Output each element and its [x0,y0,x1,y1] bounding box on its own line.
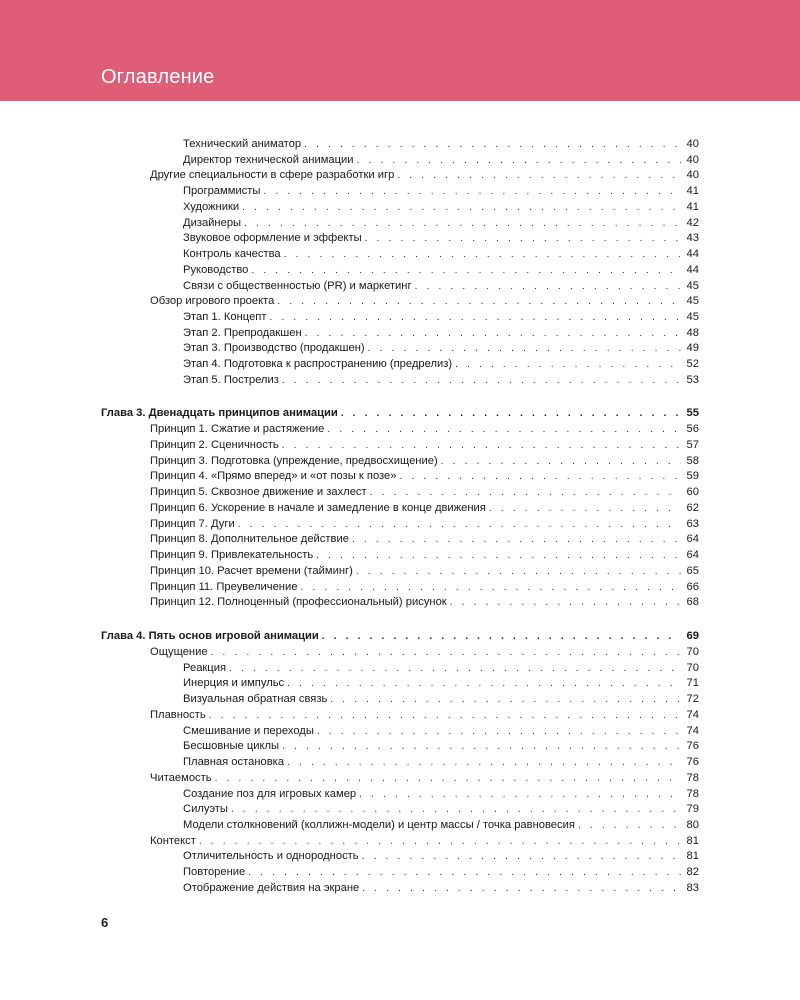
toc-entry [183,691,699,707]
toc-entry [183,848,699,864]
toc-entry-page: 40 [686,169,699,182]
toc-entry-page: 72 [686,693,699,706]
dot-leader [284,247,681,263]
toc-entry [150,437,699,453]
dot-leader [330,692,681,708]
toc-entry-page: 65 [686,564,699,577]
toc-entry-title: Реакция [183,661,227,674]
dot-leader [248,865,681,881]
toc-entry-page: 55 [686,407,699,419]
toc-entry-page: 64 [686,533,699,546]
dot-leader [316,548,681,564]
toc-entry-title: Принцип 9. Привлекательность [150,549,314,561]
dot-leader [242,200,681,216]
toc-entry-title: Принцип 12. Полноценный (профессиональный) рисунок [150,596,447,609]
dot-leader [305,326,681,342]
toc-entry-title: Дизайнеры [183,216,242,229]
dot-leader [287,755,681,771]
dot-leader [368,341,681,357]
toc-entry-page: 45 [686,311,699,324]
dot-leader [244,216,681,232]
toc-entry-page: 78 [686,771,699,784]
toc-entry-page: 43 [686,232,699,245]
toc-entry [183,817,699,833]
toc-entry-page: 40 [686,153,699,166]
dot-leader [282,739,681,755]
toc-entry-title: Ощущение [150,646,208,658]
toc-entry-page: 52 [686,358,699,371]
toc-entry-title: Контекст [150,834,196,847]
toc-entry [183,723,699,739]
toc-entry [150,453,699,469]
toc-entry-title: Этап 4. Подготовка к распространению (предрелиз) [183,358,453,371]
toc-entry-title: Плавность [150,708,206,721]
toc-entry-title: Связи с общественностью (PR) и маркетинг [183,279,412,292]
toc-entry-page: 44 [686,263,699,276]
page-number: 6 [101,915,109,930]
toc-entry-page: 56 [686,423,699,435]
toc-entry-page: 70 [686,646,699,658]
toc-entry-page: 83 [686,881,699,894]
dot-leader [251,263,681,279]
toc-entry-page: 42 [686,216,699,229]
dot-leader [282,373,681,389]
toc-entry [183,786,699,802]
toc-entry-title: Смешивание и переходы [183,724,314,737]
toc-entry [183,372,699,388]
dot-leader [341,406,681,422]
toc-entry [150,484,699,500]
dot-leader [238,517,681,533]
toc-entry [183,262,699,278]
toc-entry [183,278,699,294]
toc-entry-page: 81 [686,850,699,863]
toc-entry-page: 60 [686,486,699,498]
toc-entry [150,468,699,484]
toc-entry-page: 81 [686,834,699,847]
toc-entry-page: 40 [686,138,699,150]
toc-entry [183,356,699,372]
toc-entry-title: Принцип 11. Преувеличение [150,580,298,593]
dot-leader [209,708,681,724]
toc-entry-title: Повторение [183,866,246,879]
toc-entry-title: Обзор игрового проекта [150,295,275,308]
toc-chapter-entry [101,628,699,644]
toc-entry-page: 45 [686,279,699,292]
dot-leader [199,834,681,850]
toc-entry-title: Принцип 1. Сжатие и растяжение [150,423,325,435]
toc-entry-page: 41 [686,185,699,198]
toc-entry-page: 58 [686,454,699,467]
toc-entry-page: 48 [686,326,699,339]
toc-entry-title: Принцип 10. Расчет времени (тайминг) [150,564,353,577]
toc-entry-page: 71 [686,677,699,690]
toc-entry-title: Отображение действия на экране [183,881,360,894]
dot-leader [489,501,681,517]
dot-leader [327,422,681,438]
toc-entry-page: 68 [686,596,699,609]
dot-leader [357,153,681,169]
dot-leader [397,168,681,184]
toc-entry [150,293,699,309]
toc-entry [183,864,699,880]
dot-leader [578,818,681,834]
toc-entry-page: 80 [686,819,699,832]
dot-leader [287,676,681,692]
toc-entry [183,754,699,770]
page-title: Оглавление [101,66,215,88]
dot-leader [215,771,681,787]
toc-entry-title: Принцип 6. Ускорение в начале и замедление в конце движения [150,501,486,514]
toc-entry-page: 63 [686,517,699,530]
toc-entry-page: 41 [686,200,699,213]
toc-entry-title: Отличительность и однородность [183,850,359,863]
dot-leader [231,802,681,818]
toc-chapter-entry [101,405,699,421]
toc-entry [183,309,699,325]
toc-entry-title: Технический аниматор [183,138,302,150]
toc-entry [183,325,699,341]
dot-leader [400,469,682,485]
toc-entry [150,707,699,723]
toc-entry [150,421,699,437]
toc-entry-title: Принцип 5. Сквозное движение и захлест [150,486,367,498]
dot-leader [277,294,681,310]
dot-leader [304,137,681,153]
toc-entry [183,183,699,199]
toc-entry-page: 78 [686,787,699,800]
dot-leader [322,629,681,645]
toc-entry-page: 62 [686,501,699,514]
toc-entry [150,644,699,660]
toc-entry-title: Принцип 3. Подготовка (упреждение, предвосхищение) [150,454,438,467]
toc-entry-title: Этап 3. Производство (продакшен) [183,342,365,355]
toc-entry-page: 74 [686,708,699,721]
dot-leader [352,532,681,548]
toc-entry [183,880,699,896]
toc-entry-title: Директор технической анимации [183,153,354,166]
dot-leader [415,279,681,295]
dot-leader [455,357,681,373]
toc-entry-page: 45 [686,295,699,308]
toc-entry-title: Этап 5. Пострелиз [183,373,279,386]
toc-entry-title: Глава 3. Двенадцать принципов анимации [101,407,338,419]
toc-entry [150,833,699,849]
toc-entry [150,531,699,547]
toc-entry-title: Визуальная обратная связь [183,693,328,706]
toc-entry-title: Принцип 2. Сценичность [150,438,279,451]
dot-leader [359,787,681,803]
toc-entry [183,230,699,246]
toc-entry-page: 59 [686,470,699,483]
toc-entry-title: Художники [183,200,240,213]
toc-entry-title: Бесшовные циклы [183,740,280,753]
toc-entry-title: Принцип 7. Дуги [150,517,235,530]
toc-entry [183,675,699,691]
toc-entry [183,152,699,168]
toc-entry-title: Принцип 4. «Прямо вперед» и «от позы к позе» [150,470,397,483]
toc-entry-title: Контроль качества [183,248,281,261]
dot-leader [300,580,681,596]
toc-entry [183,215,699,231]
toc-entry [183,199,699,215]
dot-leader [441,454,681,470]
toc-entry [183,738,699,754]
toc-entry [150,770,699,786]
toc-entry [150,167,699,183]
toc-entry-page: 57 [686,438,699,451]
toc-entry [150,579,699,595]
toc-entry-page: 74 [686,724,699,737]
toc-entry [150,500,699,516]
toc-entry-page: 64 [686,549,699,561]
toc-entry [150,563,699,579]
toc-entry-page: 76 [686,756,699,769]
toc-entry-title: Программисты [183,185,261,198]
toc-entry-title: Принцип 8. Дополнительное действие [150,533,349,546]
toc-entry-title: Другие специальности в сфере разработки игр [150,169,395,182]
toc-entry [150,516,699,532]
toc-entry [183,246,699,262]
toc-entry-page: 66 [686,580,699,593]
toc-entry [183,340,699,356]
toc-entry-page: 69 [686,630,699,642]
dot-leader [317,724,681,740]
toc-entry-page: 70 [686,661,699,674]
toc-entry-page: 49 [686,342,699,355]
dot-leader [282,438,681,454]
toc-entry [150,547,699,563]
toc-entry-title: Плавная остановка [183,756,285,769]
toc-entry-title: Силуэты [183,803,228,816]
toc-entry [150,594,699,610]
dot-leader [450,595,681,611]
toc-entry-page: 53 [686,373,699,386]
toc-entry-page: 44 [686,248,699,261]
toc-entry-title: Модели столкновений (коллижн-модели) и центр массы / точка равновесия [183,819,575,832]
dot-leader [263,184,681,200]
toc-entry-title: Звуковое оформление и эффекты [183,232,362,245]
toc-entry-title: Руководство [183,263,249,276]
dot-leader [269,310,681,326]
dot-leader [211,645,681,661]
toc-entry-page: 76 [686,740,699,753]
toc-entry-page: 82 [686,866,699,879]
dot-leader [362,849,681,865]
toc-entry-title: Глава 4. Пять основ игровой анимации [101,630,319,642]
toc-entry [183,660,699,676]
toc-entry [183,801,699,817]
toc-entry-title: Создание поз для игровых камер [183,787,357,800]
toc-entry-title: Инерция и импульс [183,677,285,690]
toc-entry-title: Читаемость [150,771,212,784]
dot-leader [362,881,681,897]
dot-leader [356,564,681,580]
toc-entry-page: 79 [686,803,699,816]
dot-leader [370,485,681,501]
toc-entry-title: Этап 2. Препродакшен [183,326,302,339]
dot-leader [365,231,681,247]
dot-leader [229,661,681,677]
toc-entry [183,136,699,152]
toc-entry-title: Этап 1. Концепт [183,311,267,324]
